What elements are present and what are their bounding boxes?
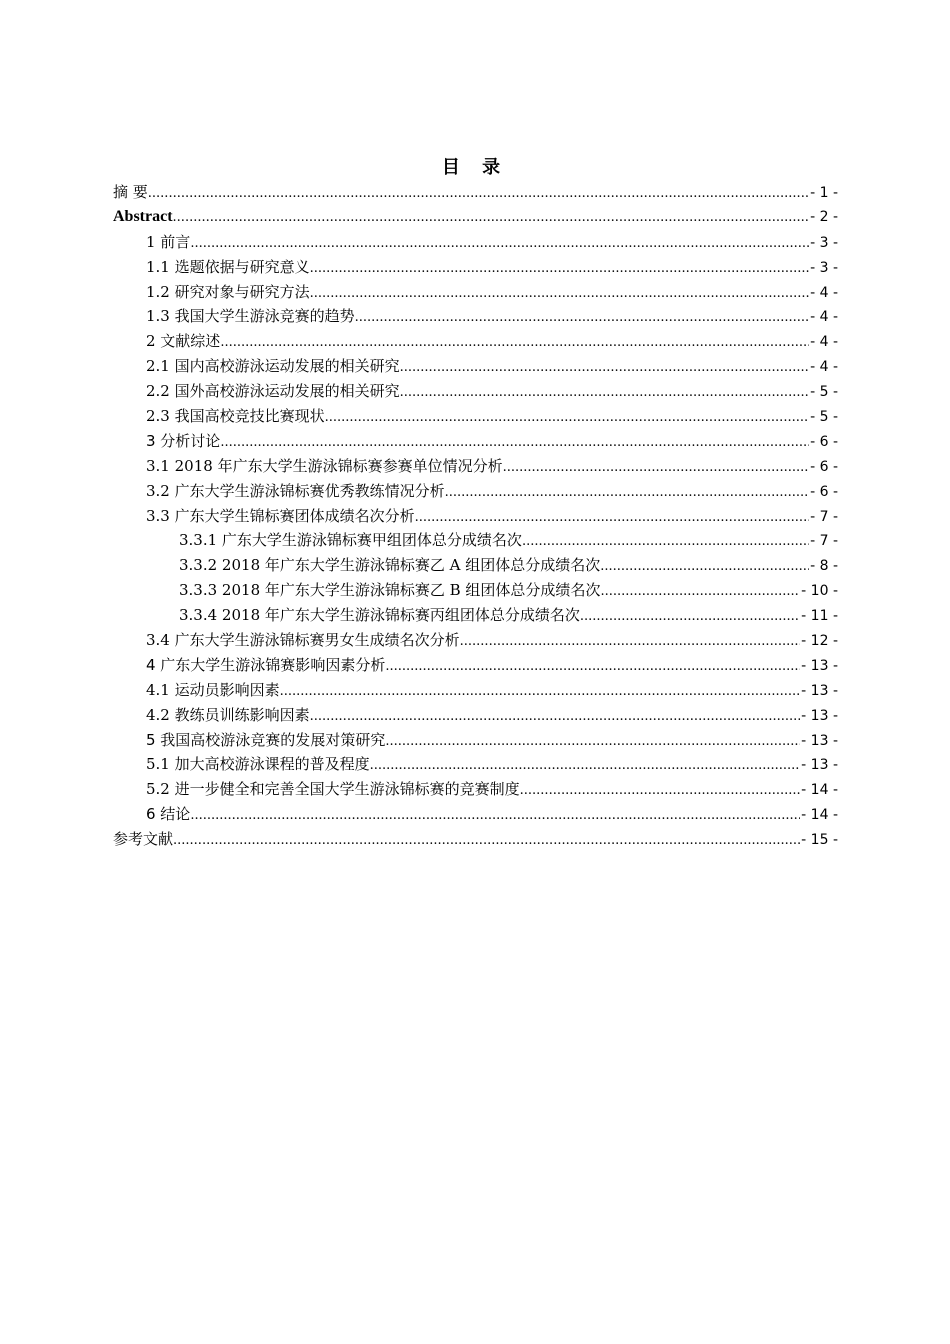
toc-dot-leader [520,779,801,804]
toc-dot-leader [415,506,809,531]
toc-dot-leader [220,431,809,456]
toc-dot-leader [173,829,800,854]
toc-entry-label: 3.3 广东大学生锦标赛团体成绩名次分析 [146,506,415,525]
toc-entry-label: 1.3 我国大学生游泳竞赛的趋势 [146,307,355,326]
toc-page-number: - 13 - [801,707,838,724]
toc-page-number: - 1 - [810,185,838,201]
toc-entry[interactable] [113,379,838,404]
toc-entry-label: 3.3.4 2018 年广东大学生游泳锦标赛丙组团体总分成绩名次 [179,606,580,625]
toc-entry[interactable] [113,653,838,678]
toc-page-number: - 4 - [810,284,838,301]
toc-entry-label: 3.3.1 广东大学生游泳锦标赛甲组团体总分成绩名次 [179,531,522,550]
toc-entry[interactable] [113,205,838,230]
toc-dot-leader [400,356,809,381]
toc-entry[interactable] [113,429,838,454]
toc-entry-label: 3.1 2018 年广东大学生游泳锦标赛参赛单位情况分析 [146,456,503,475]
toc-entry[interactable] [113,802,838,827]
toc-page-number: - 12 - [801,633,838,650]
toc-page-number: - 5 - [810,384,838,401]
toc-entry-label: 6 结论 [146,805,191,824]
toc-dot-leader [355,306,809,331]
toc-entry[interactable] [113,280,838,305]
toc-page-number: - 2 - [810,208,838,225]
toc-entry[interactable] [113,354,838,379]
toc-page-number: - 3 - [810,234,838,251]
toc-entry-label: 5.1 加大高校游泳课程的普及程度 [146,755,370,774]
toc-dot-leader [310,257,809,282]
toc-entry-label: 2 文献综述 [146,332,221,351]
toc-page-number: - 13 - [801,657,838,674]
toc-page-number: - 15 - [801,832,838,849]
toc-entry[interactable] [113,404,838,429]
toc-page-number: - 13 - [801,757,838,774]
toc-page-number: - 11 - [801,608,838,625]
toc-dot-leader [148,182,809,207]
toc-dot-leader [385,730,800,755]
toc-entry-label: 4 广东大学生游泳锦赛影响因素分析 [146,655,386,674]
toc-entry-label: 5 我国高校游泳竞赛的发展对策研究 [146,730,386,749]
toc-entry[interactable] [113,230,838,255]
toc-entry[interactable] [113,479,838,504]
toc-dot-leader [173,206,810,231]
toc-entry-label: 3.3.3 2018 年广东大学生游泳锦标赛乙 B 组团体总分成绩名次 [179,581,601,600]
toc-entry-label: 5.2 进一步健全和完善全国大学生游泳锦标赛的竞赛制度 [146,780,520,799]
toc-dot-leader [310,282,809,307]
toc-entry-label: 2.2 国外高校游泳运动发展的相关研究 [146,382,400,401]
toc-entry[interactable] [113,578,838,603]
toc-dot-leader [445,481,809,506]
toc-entry[interactable] [113,728,838,753]
toc-page-number: - 5 - [810,409,838,426]
toc-entry[interactable] [113,255,838,280]
toc-dot-leader [190,232,809,257]
toc-entry-label: 3.4 广东大学生游泳锦标赛男女生成绩名次分析 [146,631,460,650]
toc-page-number: - 8 - [810,558,838,575]
toc-entry-label: 3.2 广东大学生游泳锦标赛优秀教练情况分析 [146,481,445,500]
toc-entry[interactable] [113,329,838,354]
toc-entry-label: 1 前言 [146,232,191,251]
toc-page-number: - 7 - [810,533,838,550]
toc-page-number: - 6 - [810,433,838,450]
toc-entry[interactable] [113,777,838,802]
toc-entry-label: 2.1 国内高校游泳运动发展的相关研究 [146,357,400,376]
toc-page-number: - 4 - [810,334,838,351]
toc-page-number: - 6 - [810,458,838,475]
toc-entry-label: Abstract [113,207,173,225]
toc-entry[interactable] [113,504,838,529]
toc-entry-label: 2.3 我国高校竞技比赛现状 [146,407,325,426]
toc-entry[interactable] [113,603,838,628]
toc-dot-leader [190,804,800,829]
toc-page-number: - 13 - [801,682,838,699]
toc-dot-leader [280,680,801,705]
toc-dot-leader [385,655,800,680]
toc-entry[interactable] [113,678,838,703]
toc-entry-label: 1.2 研究对象与研究方法 [146,282,310,301]
toc-dot-leader [400,381,809,406]
toc-dot-leader [460,630,801,655]
toc-page-number: - 14 - [801,782,838,799]
toc-entry-label: 3.3.2 2018 年广东大学生游泳锦标赛乙 A 组团体总分成绩名次 [179,556,601,575]
toc-title: 目 录 [441,157,509,178]
toc-entry[interactable] [113,752,838,777]
toc-entry[interactable] [113,827,838,852]
toc-dot-leader [522,530,809,555]
toc-dot-leader [503,456,810,481]
toc-entry-label: 4.2 教练员训练影响因素 [146,705,310,724]
toc-page-number: - 4 - [810,309,838,326]
toc-entry[interactable] [113,628,838,653]
toc-page-number: - 7 - [810,508,838,525]
toc-entry[interactable] [113,180,838,205]
toc-dot-leader [370,754,801,779]
toc-entry[interactable] [113,454,838,479]
toc-entry[interactable] [113,304,838,329]
toc-page-number: - 13 - [801,732,838,749]
toc-entry[interactable] [113,553,838,578]
table-of-contents [113,180,838,852]
toc-page-number: - 10 - [801,583,838,600]
toc-entry-label: 4.1 运动员影响因素 [146,680,280,699]
toc-dot-leader [580,605,800,630]
toc-page-number: - 4 - [810,359,838,376]
toc-entry[interactable] [113,703,838,728]
toc-entry-label: 摘 要 [113,183,148,201]
toc-dot-leader [600,580,800,605]
toc-dot-leader [325,406,809,431]
toc-dot-leader [220,331,809,356]
toc-entry[interactable] [113,528,838,553]
toc-page-number: - 14 - [801,807,838,824]
toc-dot-leader [600,555,809,580]
toc-entry-label: 1.1 选题依据与研究意义 [146,257,310,276]
toc-page-number: - 3 - [810,259,838,276]
toc-dot-leader [310,705,801,730]
toc-entry-label: 参考文献 [113,830,174,849]
toc-page-number: - 6 - [810,483,838,500]
toc-entry-label: 3 分析讨论 [146,431,221,450]
